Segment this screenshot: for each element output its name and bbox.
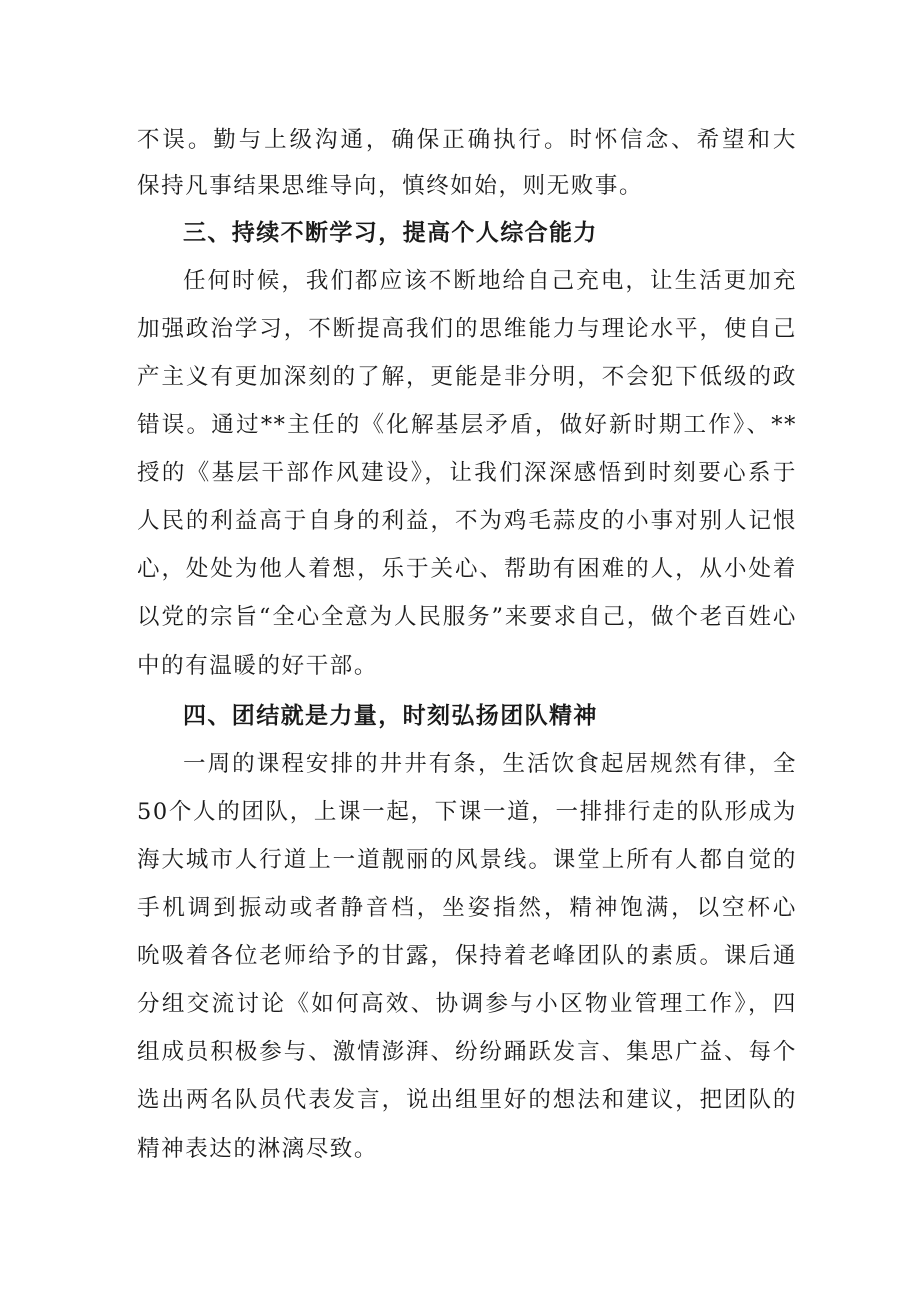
paragraph-line: 分组交流讨论《如何高效、协调参与小区物业管理工作》，四 <box>137 991 797 1017</box>
section-heading-3: 三、持续不断学习，提高个人综合能力 <box>183 220 598 246</box>
paragraph-line: 吮吸着各位老师给予的甘露，保持着老峰团队的素质。课后通 <box>137 943 797 969</box>
paragraph-line: 心，处处为他人着想，乐于关心、帮助有困难的人，从小处着 <box>137 556 797 582</box>
paragraph-line: 海大城市人行道上一道靓丽的风景线。课堂上所有人都自觉的 <box>137 847 797 873</box>
paragraph-line: 产主义有更加深刻的了解，更能是非分明，不会犯下低级的政 <box>137 364 797 390</box>
paragraph-line: 选出两名队员代表发言，说出组里好的想法和建议，把团队的 <box>137 1087 797 1113</box>
section-heading-4: 四、团结就是力量，时刻弘扬团队精神 <box>183 703 598 729</box>
paragraph-line: 加强政治学习，不断提高我们的思维能力与理论水平，使自己 <box>137 316 797 342</box>
paragraph-line: 人民的利益高于自身的利益，不为鸡毛蒜皮的小事对别人记恨 <box>137 508 797 534</box>
paragraph-line: 手机调到振动或者静音档，坐姿指然，精神饱满，以空杯心 <box>137 895 797 921</box>
paragraph-line: 任何时候，我们都应该不断地给自己充电，让生活更加充 <box>183 268 797 294</box>
paragraph-line: 50个人的团队，上课一起，下课一道，一排排行走的队形成为 <box>137 799 797 825</box>
paragraph-line: 不误。勤与上级沟通，确保正确执行。时怀信念、希望和大 <box>137 127 797 153</box>
paragraph-line: 以党的宗旨“全心全意为人民服务”来要求自己，做个老百姓心 <box>137 604 797 630</box>
paragraph-line: 中的有温暖的好干部。 <box>137 653 379 679</box>
paragraph-line: 授的《基层干部作风建设》，让我们深深感悟到时刻要心系于 <box>137 460 797 486</box>
paragraph-line: 精神表达的淋漓尽致。 <box>137 1136 379 1162</box>
paragraph-line: 组成员积极参与、激情澎湃、纷纷踊跃发言、集思广益、每个 <box>137 1039 797 1065</box>
paragraph-line: 保持凡事结果思维导向，慎终如始，则无败事。 <box>137 173 644 199</box>
paragraph-line: 一周的课程安排的井井有条，生活饮食起居规然有律，全 <box>183 751 797 777</box>
paragraph-line: 错误。通过**主任的《化解基层矛盾，做好新时期工作》、** <box>137 412 797 438</box>
